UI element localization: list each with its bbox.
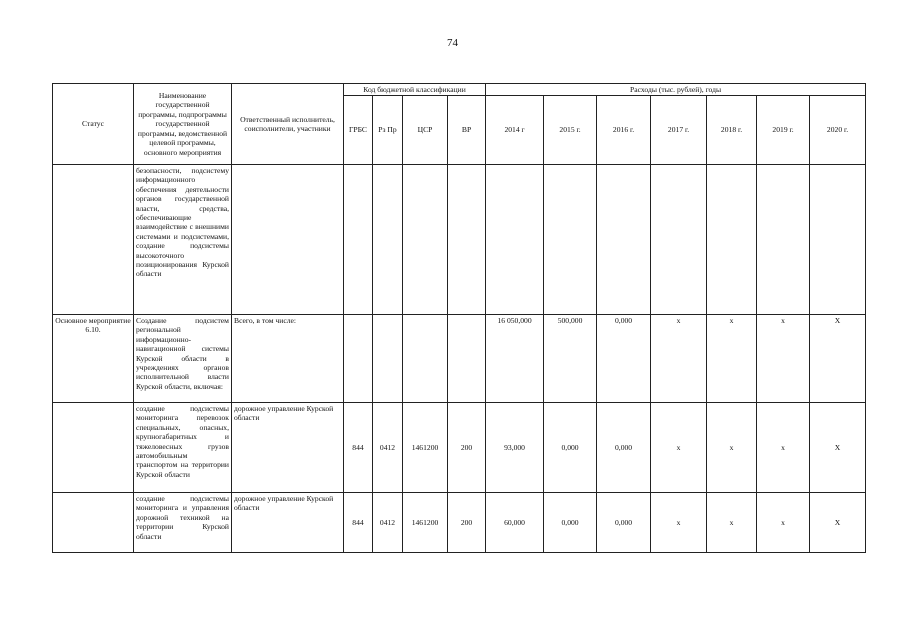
- value-2016-cell: [597, 165, 651, 315]
- code-vr-cell: [448, 165, 486, 315]
- value-2017-cell: х: [651, 315, 707, 403]
- value-2019-cell: х: [757, 403, 810, 493]
- status-cell: Основное мероприятие 6.10.: [53, 315, 134, 403]
- header-code-rzpr: Рз Пр: [373, 96, 403, 165]
- header-year-2015: 2015 г.: [544, 96, 597, 165]
- executor-cell: [232, 165, 344, 315]
- value-2015-cell: 0,000: [544, 493, 597, 553]
- executor-cell: Всего, в том числе:: [232, 315, 344, 403]
- code-csr-cell: [403, 315, 448, 403]
- header-budget-code-group: Код бюджетной классификации: [344, 84, 486, 96]
- value-2020-cell: X: [810, 403, 866, 493]
- budget-table: [52, 83, 866, 553]
- code-vr-cell: [448, 315, 486, 403]
- header-expenses-group: Расходы (тыс. рублей), годы: [486, 84, 866, 96]
- value-2014-cell: 16 050,000: [486, 315, 544, 403]
- status-cell: [53, 165, 134, 315]
- code-grbs-cell: [344, 165, 373, 315]
- name-cell: Создание подсистем региональной информационно-навигационной системы Курской области в учреждениях органов исполнительной власти Курской области, включая:: [134, 315, 232, 403]
- value-2016-cell: 0,000: [597, 493, 651, 553]
- value-2017-cell: х: [651, 493, 707, 553]
- status-cell: [53, 403, 134, 493]
- value-2016-cell: 0,000: [597, 403, 651, 493]
- value-2015-cell: 500,000: [544, 315, 597, 403]
- table-row: [53, 493, 866, 553]
- value-2015-cell: [544, 165, 597, 315]
- header-year-2018: 2018 г.: [707, 96, 757, 165]
- value-2014-cell: 93,000: [486, 403, 544, 493]
- value-2019-cell: [757, 165, 810, 315]
- code-grbs-cell: 844: [344, 403, 373, 493]
- header-year-2014: 2014 г: [486, 96, 544, 165]
- executor-cell: дорожное управление Курской области: [232, 493, 344, 553]
- table-row: [53, 315, 866, 403]
- name-cell: создание подсистемы мониторинга и управления дорожной техникой на территории Курской области: [134, 493, 232, 553]
- code-vr-cell: 200: [448, 403, 486, 493]
- value-2020-cell: X: [810, 315, 866, 403]
- status-cell: [53, 493, 134, 553]
- header-code-grbs: ГРБС: [344, 96, 373, 165]
- code-vr-cell: 200: [448, 493, 486, 553]
- value-2018-cell: х: [707, 403, 757, 493]
- code-rzpr-cell: [373, 165, 403, 315]
- header-code-vr: ВР: [448, 96, 486, 165]
- value-2017-cell: х: [651, 403, 707, 493]
- value-2019-cell: х: [757, 493, 810, 553]
- code-csr-cell: 1461200: [403, 403, 448, 493]
- value-2017-cell: [651, 165, 707, 315]
- header-executor: Ответственный исполнитель, соисполнители, участники: [232, 84, 344, 165]
- header-name: Наименование государственной программы, подпрограммы государственной программы, ведомственной целевой программы, основного мероприятия: [134, 84, 232, 165]
- page-number: 74: [447, 37, 458, 49]
- header-year-2017: 2017 г.: [651, 96, 707, 165]
- name-cell: создание подсистемы мониторинга перевозок специальных, опасных, крупногабаритных и тяжеловесных грузов автомобильным транспортом на территории Курской области: [134, 403, 232, 493]
- value-2018-cell: х: [707, 493, 757, 553]
- table-row: [53, 403, 866, 493]
- value-2016-cell: 0,000: [597, 315, 651, 403]
- value-2015-cell: 0,000: [544, 403, 597, 493]
- code-csr-cell: [403, 165, 448, 315]
- value-2018-cell: [707, 165, 757, 315]
- value-2020-cell: X: [810, 493, 866, 553]
- code-rzpr-cell: 0412: [373, 493, 403, 553]
- code-grbs-cell: 844: [344, 493, 373, 553]
- table-row: [53, 165, 866, 315]
- executor-cell: дорожное управление Курской области: [232, 403, 344, 493]
- header-year-2016: 2016 г.: [597, 96, 651, 165]
- header-code-csr: ЦСР: [403, 96, 448, 165]
- value-2019-cell: х: [757, 315, 810, 403]
- name-cell: безопасности, подсистему информационного обеспечения деятельности органов государственной власти, средства, обеспечивающие взаимодействие с внешними системами и подсистемами, создание подсистемы высокоточного позиционирования Курской области: [134, 165, 232, 315]
- header-row-groups: [53, 84, 866, 96]
- code-rzpr-cell: 0412: [373, 403, 403, 493]
- header-year-2019: 2019 г.: [757, 96, 810, 165]
- header-year-2020: 2020 г.: [810, 96, 866, 165]
- code-rzpr-cell: [373, 315, 403, 403]
- value-2014-cell: [486, 165, 544, 315]
- code-grbs-cell: [344, 315, 373, 403]
- value-2018-cell: х: [707, 315, 757, 403]
- header-status: Статус: [53, 84, 134, 165]
- code-csr-cell: 1461200: [403, 493, 448, 553]
- value-2014-cell: 60,000: [486, 493, 544, 553]
- value-2020-cell: [810, 165, 866, 315]
